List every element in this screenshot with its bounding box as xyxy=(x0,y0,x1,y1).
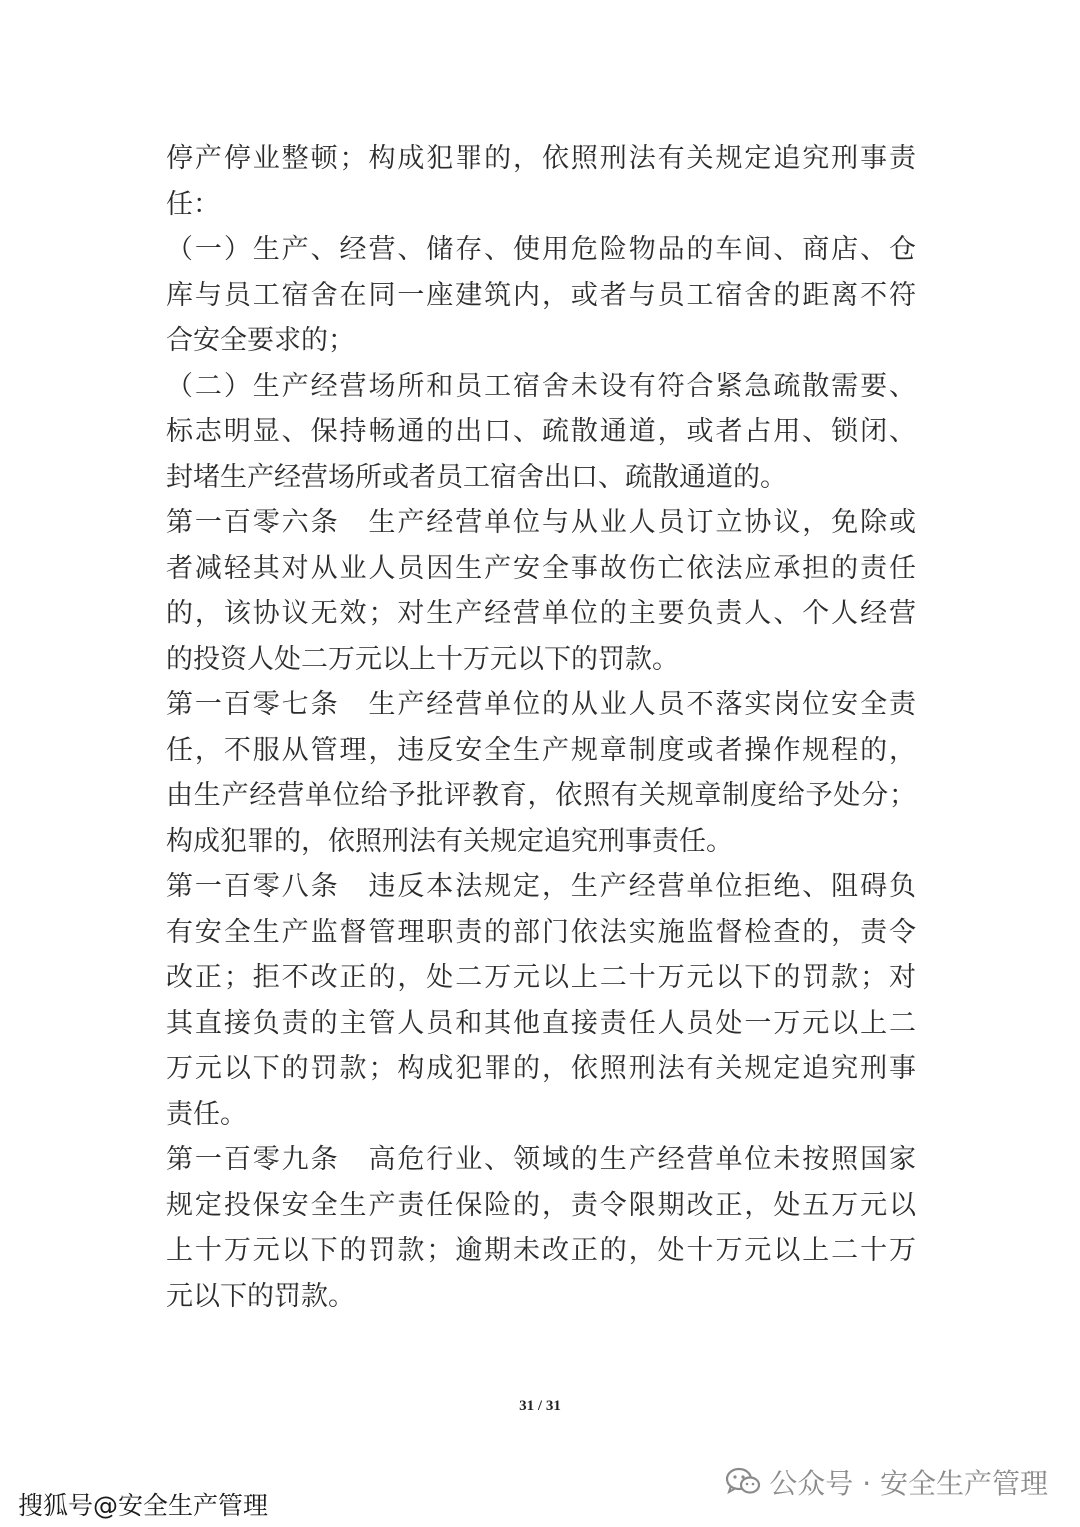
page-number: 31 / 31 xyxy=(519,1398,561,1414)
text-line: 构成犯罪的，依照刑法有关规定追究刑事责任。 xyxy=(166,825,733,857)
text-line: 者减轻其对从业人员因生产安全事故伤亡依法应承担的责任 xyxy=(166,552,916,584)
text-line: 封堵生产经营场所或者员工宿舍出口、疏散通道的。 xyxy=(166,461,787,493)
text-line: 第一百零六条 生产经营单位与从业人员订立协议，免除或 xyxy=(166,507,916,538)
text-line: 规定投保安全生产责任保险的，责令限期改正，处五万元以 xyxy=(166,1189,916,1221)
text-line: 第一百零九条 高危行业、领域的生产经营单位未按照国家 xyxy=(166,1144,916,1175)
text-line: （二）生产经营场所和员工宿舍未设有符合紧急疏散需要、 xyxy=(166,370,916,402)
text-line: 改正；拒不改正的，处二万元以上二十万元以下的罚款；对 xyxy=(166,962,916,993)
wechat-icon xyxy=(725,1467,761,1497)
text-line: 标志明显、保持畅通的出口、疏散通道，或者占用、锁闭、 xyxy=(166,416,916,447)
text-line: 库与员工宿舍在同一座建筑内，或者与员工宿舍的距离不符 xyxy=(166,279,916,311)
text-line: 任： xyxy=(166,188,220,220)
text-line: 的投资人处二万元以上十万元以下的罚款。 xyxy=(166,643,679,675)
text-line: 元以下的罚款。 xyxy=(166,1280,355,1312)
text-line: 合安全要求的； xyxy=(166,325,355,356)
text-line: 任，不服从管理，违反安全生产规章制度或者操作规程的， xyxy=(166,734,916,766)
text-line: 有安全生产监督管理职责的部门依法实施监督检查的，责令 xyxy=(166,916,916,948)
text-line: 第一百零八条 违反本法规定，生产经营单位拒绝、阻碍负 xyxy=(166,871,916,902)
text-line: 上十万元以下的罚款；逾期未改正的，处十万元以上二十万 xyxy=(166,1235,916,1266)
document-body xyxy=(166,136,916,1319)
text-line: 第一百零七条 生产经营单位的从业人员不落实岗位安全责 xyxy=(166,689,916,720)
text-line: 停产停业整顿；构成犯罪的，依照刑法有关规定追究刑事责 xyxy=(166,143,916,174)
text-line: 的，该协议无效；对生产经营单位的主要负责人、个人经营 xyxy=(166,598,916,629)
wechat-watermark xyxy=(725,1462,1048,1502)
sohu-watermark: 搜狐号@安全生产管理 xyxy=(18,1491,269,1520)
text-line: 责任。 xyxy=(166,1098,247,1130)
wechat-watermark-text: 公众号 · 安全生产管理 xyxy=(769,1467,1048,1500)
text-line: 万元以下的罚款；构成犯罪的，依照刑法有关规定追究刑事 xyxy=(166,1053,916,1084)
text-line: 其直接负责的主管人员和其他直接责任人员处一万元以上二 xyxy=(166,1007,916,1039)
text-line: 由生产经营单位给予批评教育，依照有关规章制度给予处分； xyxy=(166,780,916,811)
text-line: （一）生产、经营、储存、使用危险物品的车间、商店、仓 xyxy=(166,234,916,265)
